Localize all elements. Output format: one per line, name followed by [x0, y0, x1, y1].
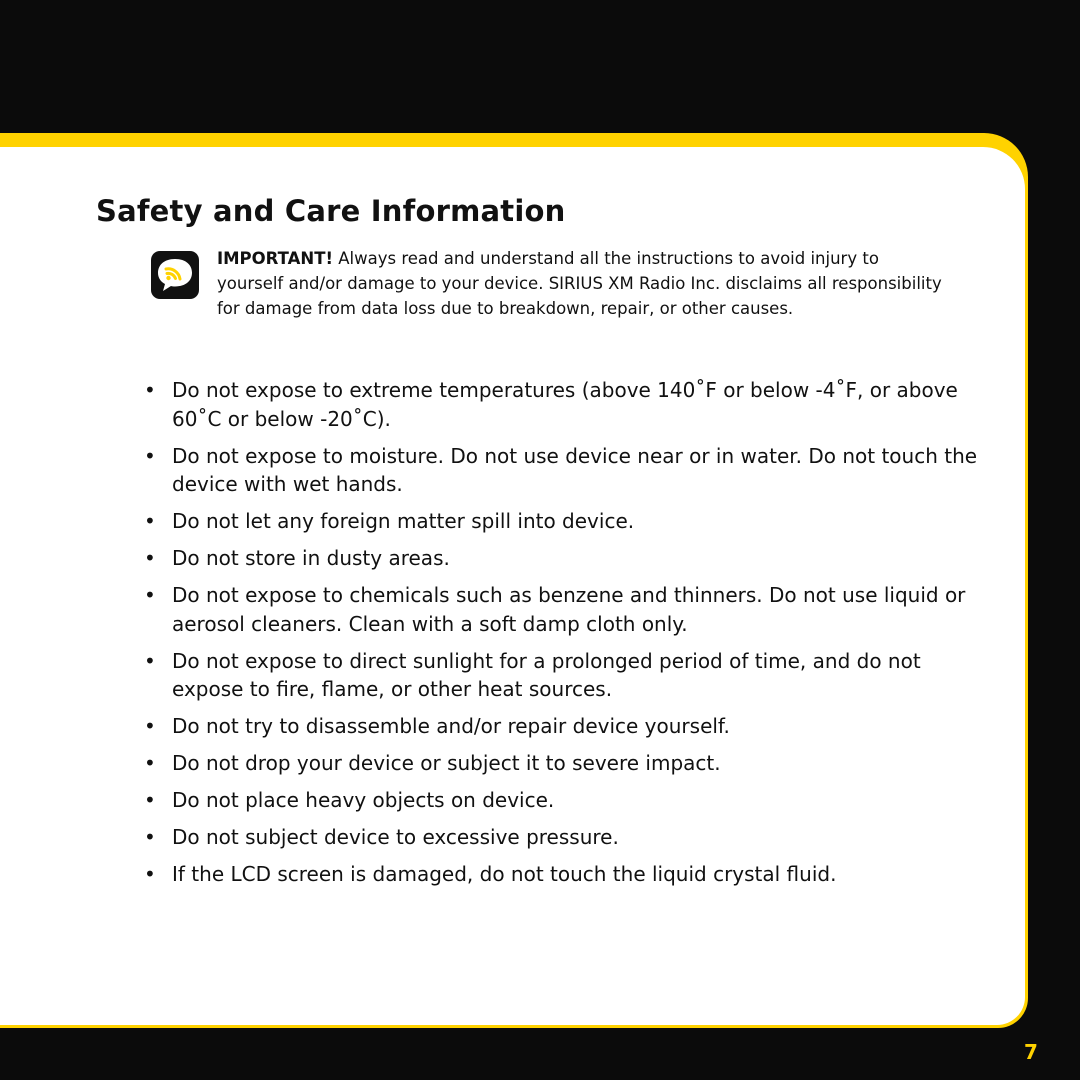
list-item-text: Do not let any foreign matter spill into device.	[172, 509, 635, 533]
list-item	[144, 786, 980, 815]
bullet-icon: •	[144, 825, 156, 849]
bullet-icon: •	[144, 648, 156, 673]
bullet-icon: •	[144, 788, 156, 812]
bullet-icon: •	[144, 583, 156, 607]
speech-bubble-signal-icon	[150, 250, 200, 300]
list-item	[144, 544, 980, 573]
list-item-text: Do not store in dusty areas.	[172, 546, 450, 570]
list-item	[144, 442, 980, 499]
list-item-text: If the LCD screen is damaged, do not touch the liquid crystal fluid.	[172, 862, 837, 886]
list-item-text: Do not expose to extreme temperatures (above 140˚F or below -4˚F, or above 60˚C or below -20˚C).	[172, 378, 958, 431]
list-item-text: Do not expose to chemicals such as benzene and thinners. Do not use liquid or aerosol cleaners. Clean with a soft damp cloth only.	[172, 583, 966, 636]
list-item	[144, 376, 980, 433]
list-item-text: Do not place heavy objects on device.	[172, 788, 555, 812]
bullet-icon: •	[144, 751, 156, 775]
list-item-text: Do not subject device to excessive pressure.	[172, 825, 619, 849]
safety-list	[144, 376, 980, 897]
list-item-text: Do not try to disassemble and/or repair device yourself.	[172, 714, 730, 738]
page-title: Safety and Care Information	[96, 194, 566, 228]
list-item	[144, 581, 980, 638]
list-item	[144, 507, 980, 536]
bullet-icon: •	[144, 546, 156, 570]
important-label: IMPORTANT!	[217, 249, 333, 268]
bullet-icon: •	[144, 714, 156, 738]
list-item-text: Do not expose to direct sunlight for a prolonged period of time, and do not expose to fire, flame, or other heat sources.	[172, 648, 921, 701]
list-item	[144, 749, 980, 778]
bullet-icon: •	[144, 862, 156, 886]
list-item	[144, 712, 980, 741]
list-item	[144, 823, 980, 852]
bullet-icon: •	[144, 378, 156, 402]
list-item	[144, 647, 980, 704]
important-notice	[217, 246, 947, 321]
bullet-icon: •	[144, 443, 156, 468]
list-item-text: Do not expose to moisture. Do not use device near or in water. Do not touch the device with wet hands.	[172, 443, 978, 496]
important-notice-text: Always read and understand all the instructions to avoid injury to yourself and/or damage to your device. SIRIUS XM Radio Inc. disclaims all responsibility for damage from data loss due to breakdown, repair, or other causes.	[217, 249, 942, 318]
page-number: 7	[1024, 1040, 1038, 1064]
list-item-text: Do not drop your device or subject it to severe impact.	[172, 751, 721, 775]
bullet-icon: •	[144, 509, 156, 533]
list-item	[144, 860, 980, 889]
